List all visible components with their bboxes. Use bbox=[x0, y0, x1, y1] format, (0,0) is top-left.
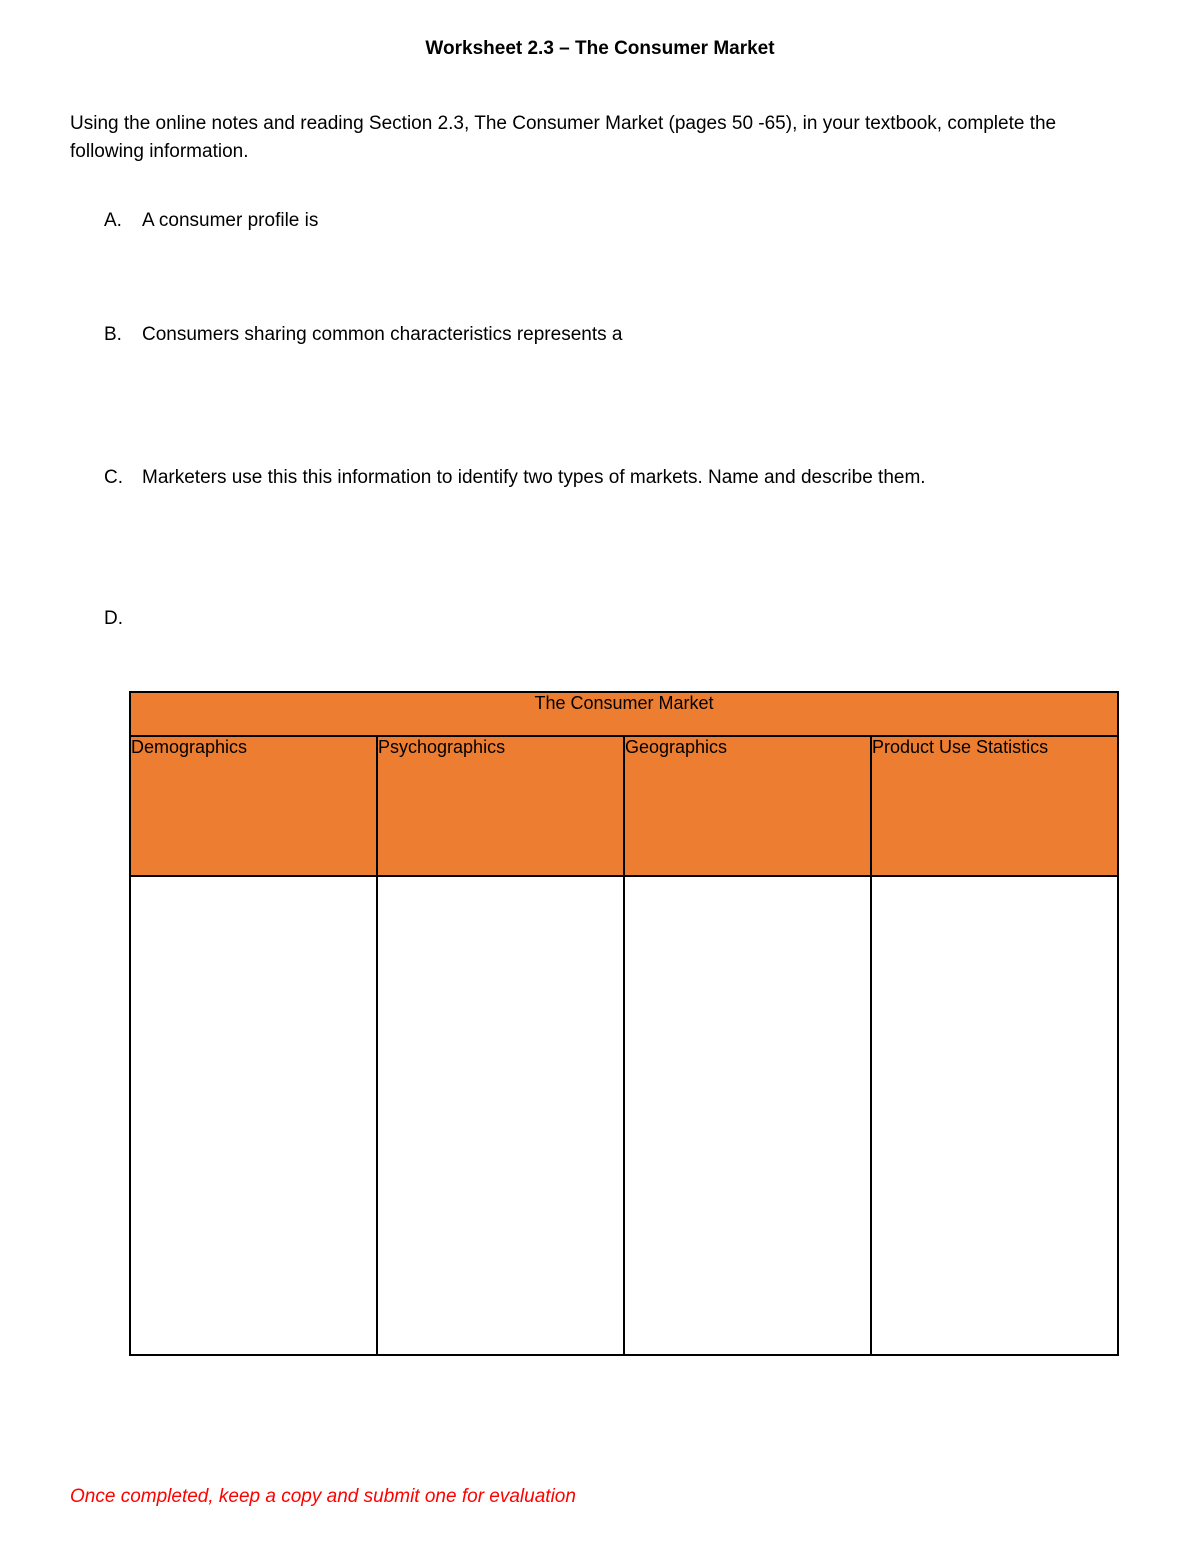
question-text: A consumer profile is bbox=[142, 210, 319, 231]
table-answer-row bbox=[130, 876, 1118, 1355]
question-c bbox=[104, 466, 926, 490]
footer-note: Once completed, keep a copy and submit one for evaluation bbox=[70, 1486, 576, 1507]
question-letter: B. bbox=[104, 324, 122, 345]
answer-cell-geographics[interactable] bbox=[624, 876, 871, 1355]
table-heading: The Consumer Market bbox=[130, 692, 1118, 736]
question-text: Marketers use this this information to identify two types of markets. Name and describe them. bbox=[142, 467, 926, 488]
intro-paragraph: Using the online notes and reading Section 2.3, The Consumer Market (pages 50 -65), in your textbook, complete the following information. bbox=[70, 113, 1057, 162]
answer-cell-product-use-statistics[interactable] bbox=[871, 876, 1118, 1355]
question-letter: A. bbox=[104, 210, 122, 231]
table-heading-row bbox=[130, 692, 1118, 736]
column-header-product-use-statistics: Product Use Statistics bbox=[871, 736, 1118, 876]
table-column-header-row bbox=[130, 736, 1118, 876]
answer-cell-psychographics[interactable] bbox=[377, 876, 624, 1355]
column-header-demographics: Demographics bbox=[130, 736, 377, 876]
column-header-psychographics: Psychographics bbox=[377, 736, 624, 876]
question-a bbox=[104, 209, 318, 233]
question-letter: C. bbox=[104, 467, 123, 488]
answer-cell-demographics[interactable] bbox=[130, 876, 377, 1355]
consumer-market-table bbox=[129, 691, 1119, 1356]
question-text: Consumers sharing common characteristics represents a bbox=[142, 324, 623, 345]
question-d bbox=[104, 607, 142, 631]
question-b bbox=[104, 323, 622, 347]
page-title: Worksheet 2.3 – The Consumer Market bbox=[425, 38, 775, 59]
column-header-geographics: Geographics bbox=[624, 736, 871, 876]
question-letter: D. bbox=[104, 608, 123, 629]
